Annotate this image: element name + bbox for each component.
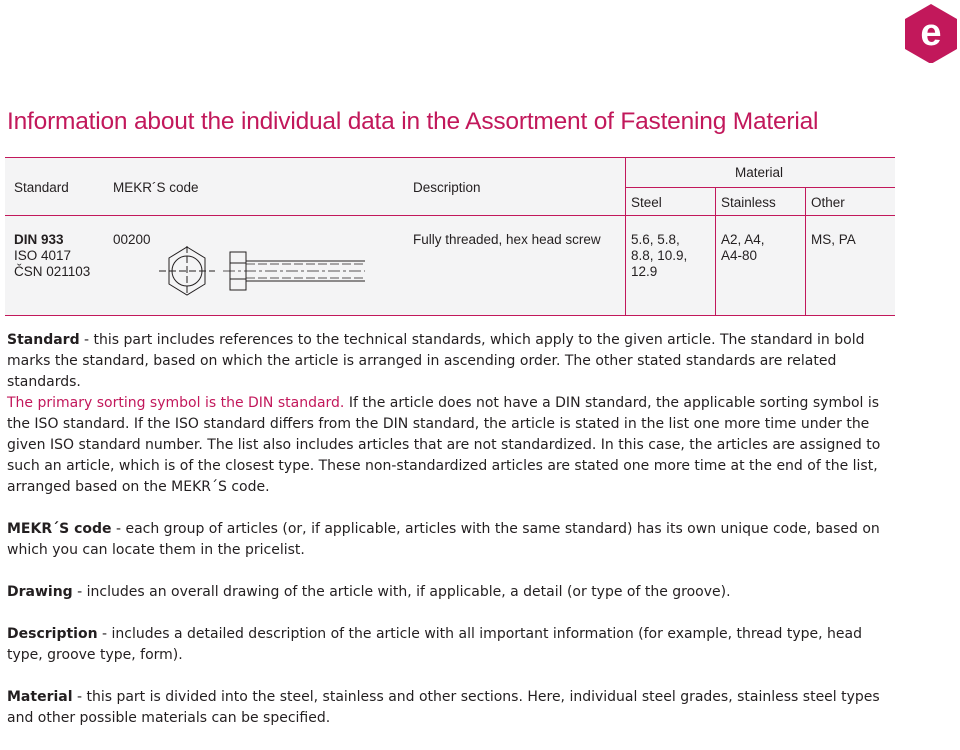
row-other: MS, PA <box>811 232 856 247</box>
row-steel-1: 5.6, 5.8, <box>631 232 680 247</box>
text-material: - this part is divided into the steel, stainless and other sections. Here, individual steel grades, stainless steel types and other possible materials can be specified. <box>7 689 880 726</box>
paragraph-material <box>7 687 897 729</box>
term-material: Material <box>7 689 73 705</box>
paragraph-drawing <box>7 582 897 603</box>
explanation-text <box>7 330 897 750</box>
row-standard-csn: ČSN 021103 <box>14 264 91 279</box>
header-code: MEKR´S code <box>113 180 199 195</box>
paragraph-code <box>7 519 897 561</box>
term-drawing: Drawing <box>7 584 73 600</box>
term-description: Description <box>7 626 98 642</box>
page-title: Information about the individual data in the Assortment of Fastening Material <box>7 108 819 135</box>
text-drawing: - includes an overall drawing of the article with, if applicable, a detail (or type of the groove). <box>72 584 731 600</box>
row-steel-3: 12.9 <box>631 264 658 279</box>
row-description: Fully threaded, hex head screw <box>413 232 601 247</box>
text-description: - includes a detailed description of the article with all important information (for example, thread type, head type, groove type, form). <box>7 626 862 663</box>
steel-col-divider <box>715 187 716 315</box>
text-standard: - this part includes references to the technical standards, which apply to the given article. The standard in bold marks the standard, based on which the article is arranged in ascending order. The other stated standards are related standards. <box>7 332 865 390</box>
material-header-rule <box>625 187 895 188</box>
paragraph-description <box>7 624 897 666</box>
header-stainless: Stainless <box>721 195 776 210</box>
primary-sorting-note: The primary sorting symbol is the DIN standard. <box>7 395 345 411</box>
header-material: Material <box>735 165 784 180</box>
header-description: Description <box>413 180 481 195</box>
term-code: MEKR´S code <box>7 521 112 537</box>
row-standard-iso: ISO 4017 <box>14 248 72 263</box>
stainless-col-divider <box>805 187 806 315</box>
header-other: Other <box>811 195 845 210</box>
brand-logo-icon <box>900 3 960 63</box>
text-standard-2: If the article does not have a DIN standard, the applicable sorting symbol is the ISO standard. If the ISO standard differs from the DIN standard, the article is stated in the list one more time under the given ISO standard number. The list also includes articles that are not standardized. In this case, the articles are assigned to such an article, which is of the closest type. These non-standardized articles are stated one more time at the end of the list, arranged based on the MEKR´S code. <box>7 395 881 495</box>
row-stainless-2: A4-80 <box>721 248 758 263</box>
row-code: 00200 <box>113 232 151 247</box>
term-standard: Standard <box>7 332 80 348</box>
spec-table <box>5 157 895 316</box>
row-stainless-1: A2, A4, <box>721 232 765 247</box>
header-rule <box>5 215 895 216</box>
material-col-divider <box>625 158 626 315</box>
header-standard: Standard <box>14 180 69 195</box>
hex-head-bolt-drawing-icon <box>159 246 365 296</box>
text-code: - each group of articles (or, if applicable, articles with the same standard) has its own unique code, based on which you can locate them in the pricelist. <box>7 521 880 558</box>
row-standard-primary: DIN 933 <box>14 232 64 247</box>
paragraph-standard <box>7 330 897 498</box>
logo-letter: e <box>920 12 942 54</box>
header-steel: Steel <box>631 195 662 210</box>
row-steel-2: 8.8, 10.9, <box>631 248 688 263</box>
